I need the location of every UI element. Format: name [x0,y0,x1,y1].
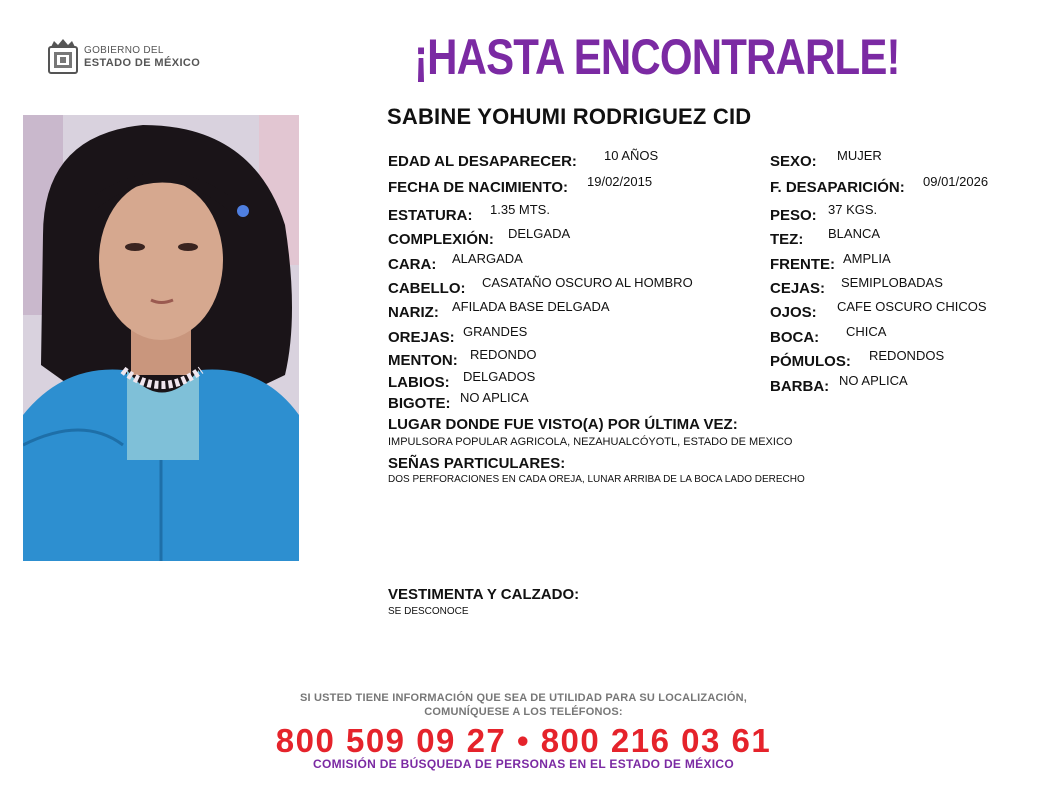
portrait-illustration [23,115,299,561]
field-label: OJOS: [770,304,817,321]
marks-text: DOS PERFORACIONES EN CADA OREJA, LUNAR ARRIBA DE LA BOCA LADO DERECHO [388,474,805,485]
field-nariz [388,299,610,322]
field-nacimiento [388,174,653,197]
government-logo [46,38,200,76]
field-menton [388,347,537,370]
commission-name: COMISIÓN DE BÚSQUEDA DE PERSONAS EN EL ESTADO DE MÉXICO [313,757,734,771]
phone-numbers [0,722,1047,760]
field-value: SEMIPLOBADAS [841,275,943,290]
clothing-title: VESTIMENTA Y CALZADO: [388,586,580,603]
person-name: SABINE YOHUMI RODRIGUEZ CID [387,104,752,129]
field-label: ESTATURA: [388,207,473,224]
field-value: BLANCA [828,226,881,241]
missing-person-photo [23,115,299,561]
marks-title: SEÑAS PARTICULARES: [388,455,566,472]
field-value: 10 AÑOS [604,148,659,163]
last-seen-title: LUGAR DONDE FUE VISTO(A) POR ÚLTIMA VEZ: [388,416,738,433]
field-label: LABIOS: [388,374,450,391]
field-value: CAFE OSCURO CHICOS [837,299,987,314]
footer-info-line-2: COMUNÍQUESE A LOS TELÉFONOS: [424,706,623,718]
field-label: NARIZ: [388,304,439,321]
field-label: FECHA DE NACIMIENTO: [388,179,568,196]
last-seen-text: IMPULSORA POPULAR AGRICOLA, NEZAHUALCÓYOTL, ESTADO DE MEXICO [388,436,793,448]
field-label: PÓMULOS: [770,353,851,370]
field-value: AMPLIA [843,251,891,266]
field-value: GRANDES [463,324,528,339]
field-value: NO APLICA [460,390,529,405]
field-label: TEZ: [770,231,804,248]
field-value: DELGADA [508,226,571,241]
field-value: CHICA [846,324,887,339]
field-label: BIGOTE: [388,395,451,412]
field-value: 1.35 MTS. [490,202,550,217]
clothing-text: SE DESCONOCE [388,606,469,617]
field-value: 37 KGS. [828,202,878,217]
field-value: DELGADOS [463,369,536,384]
field-sexo [770,148,882,171]
logo-line-2: ESTADO DE MÉXICO [84,57,201,69]
state-seal-icon [46,38,80,76]
field-label: CARA: [388,256,437,273]
field-value: 09/01/2026 [923,174,989,189]
phone-separator: • [516,722,531,759]
field-label: BARBA: [770,378,830,395]
field-label: SEXO: [770,153,817,170]
field-labios [388,369,536,392]
field-boca [770,324,887,347]
phone-number-2[interactable]: 800 216 03 61 [540,722,772,759]
field-peso [770,202,878,225]
field-label: PESO: [770,207,817,224]
field-value: AFILADA BASE DELGADA [452,299,610,314]
field-label: BOCA: [770,329,820,346]
field-value: REDONDO [470,347,537,362]
field-cejas [770,275,943,298]
phone-number-1[interactable]: 800 509 09 27 [275,722,507,759]
logo-line-1: GOBIERNO DEL [84,45,164,56]
field-edad [388,148,659,171]
field-label: OREJAS: [388,329,455,346]
field-value: NO APLICA [839,373,908,388]
field-cara [388,251,523,274]
field-label: CABELLO: [388,280,466,297]
field-pomulos [770,348,945,371]
field-value: 19/02/2015 [587,174,653,189]
field-label: CEJAS: [770,280,826,297]
field-label: FRENTE: [770,256,835,273]
field-ojos [770,299,987,322]
field-value: MUJER [837,148,882,163]
field-barba [770,373,908,396]
field-estatura [388,202,550,225]
field-tez [770,226,881,249]
field-bigote [388,390,529,413]
field-label: MENTON: [388,352,458,369]
field-frente [770,251,891,274]
field-label: COMPLEXIÓN: [388,231,494,248]
field-orejas [388,324,528,347]
field-cabello [388,275,693,298]
field-desaparicion [770,174,989,197]
field-value: REDONDOS [869,348,945,363]
field-value: ALARGADA [452,251,523,266]
field-complexion [388,226,571,249]
field-value: CASATAÑO OSCURO AL HOMBRO [482,275,693,290]
field-label: EDAD AL DESAPARECER: [388,153,577,170]
field-label: F. DESAPARICIÓN: [770,179,905,196]
footer-info-line-1: SI USTED TIENE INFORMACIÓN QUE SEA DE UTILIDAD PARA SU LOCALIZACIÓN, [299,692,748,704]
headline: ¡HASTA ENCONTRARLE! [414,29,900,85]
